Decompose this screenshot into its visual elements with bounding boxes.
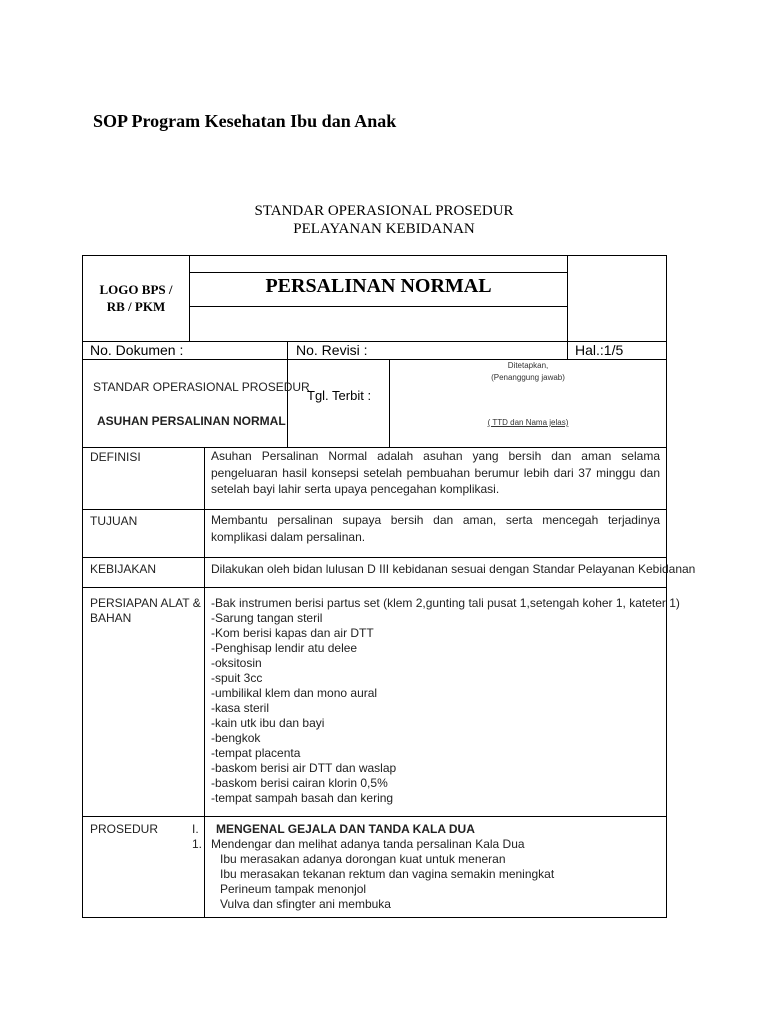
list-item: -baskom berisi cairan klorin 0,5% xyxy=(211,776,388,790)
table-border-left xyxy=(82,255,83,918)
col-divider xyxy=(204,447,205,918)
sop-heading xyxy=(0,202,768,238)
sop-heading-line1: STANDAR OPERASIONAL PROSEDUR xyxy=(254,203,514,219)
persiapan-label xyxy=(90,596,201,626)
sop-label: STANDAR OPERASIONAL PROSEDUR xyxy=(93,380,310,394)
list-item: -kasa steril xyxy=(211,701,270,715)
kebijakan-text: Dilakukan oleh bidan lulusan D III kebidanan sesuai dengan Standar Pelayanan Kebidanan xyxy=(211,562,696,576)
responsible-label: (Penanggung jawab) xyxy=(491,373,565,382)
row-divider xyxy=(82,816,667,817)
doc-no-label: No. Dokumen : xyxy=(90,342,184,358)
step-number: 1. xyxy=(192,837,203,851)
signs-list xyxy=(220,852,554,912)
section-title: MENGENAL GEJALA DAN TANDA KALA DUA xyxy=(216,822,475,836)
logo-line1: LOGO BPS / xyxy=(99,282,173,297)
tujuan-label: TUJUAN xyxy=(90,514,138,528)
list-item: Ibu merasakan tekanan rektum dan vagina semakin meningkat xyxy=(220,867,555,881)
list-item: Ibu merasakan adanya dorongan kuat untuk meneran xyxy=(220,852,506,866)
sop-heading-line2: PELAYANAN KEBIDANAN xyxy=(293,221,475,237)
step-text: Mendengar dan melihat adanya tanda persalinan Kala Dua xyxy=(211,837,525,851)
logo-line2: RB / PKM xyxy=(106,299,166,314)
definisi-text: Asuhan Persalinan Normal adalah asuhan yang bersih dan aman selama pengeluaran hasil konsepsi setelah pembuahan berumur lebih dari 37 minggu dan setelah bayi lahir serta upaya pencegahan komplikasi. xyxy=(211,449,660,496)
list-item: -oksitosin xyxy=(211,656,262,670)
tujuan-text: Membantu persalinan supaya bersih dan aman, serta mencegah terjadinya komplikasi dalam persalinan. xyxy=(211,513,660,544)
definisi-label: DEFINISI xyxy=(90,450,141,464)
kebijakan-label: KEBIJAKAN xyxy=(90,562,157,576)
list-item: -Penghisap lendir atu delee xyxy=(211,641,358,655)
equipment-list xyxy=(211,596,680,806)
established-label: Ditetapkan, xyxy=(507,361,549,370)
section-number: I. xyxy=(192,822,199,836)
table-border-top xyxy=(82,255,667,256)
signature-label: ( TTD dan Nama jelas) xyxy=(487,418,569,427)
table-border-right xyxy=(666,255,667,918)
list-item: -bengkok xyxy=(211,731,261,745)
procedure-title: PERSALINAN NORMAL xyxy=(265,275,492,297)
persiapan-label-line2: BAHAN xyxy=(90,611,132,625)
col-divider xyxy=(567,255,568,360)
col-divider xyxy=(189,255,190,342)
page-label: Hal.:1/5 xyxy=(575,342,624,358)
list-item: Vulva dan sfingter ani membuka xyxy=(220,897,391,911)
list-item: -spuit 3cc xyxy=(211,671,263,685)
list-item: -tempat sampah basah dan kering xyxy=(211,791,394,805)
logo-placeholder xyxy=(83,281,189,315)
revision-label: No. Revisi : xyxy=(296,342,368,358)
header-inner-line xyxy=(189,272,567,273)
list-item: -tempat placenta xyxy=(211,746,301,760)
row-divider xyxy=(82,557,667,558)
list-item: -Kom berisi kapas dan air DTT xyxy=(211,626,374,640)
row-divider xyxy=(82,359,667,360)
sop-name: ASUHAN PERSALINAN NORMAL xyxy=(97,414,286,428)
issue-date-label: Tgl. Terbit : xyxy=(307,388,372,403)
list-item: -Sarung tangan steril xyxy=(211,611,323,625)
header-inner-line xyxy=(189,306,567,307)
list-item: -kain utk ibu dan bayi xyxy=(211,716,325,730)
table-border-bottom xyxy=(82,917,667,918)
prosedur-label: PROSEDUR xyxy=(90,822,159,836)
row-divider xyxy=(82,509,667,510)
list-item: -umbilikal klem dan mono aural xyxy=(211,686,378,700)
list-item: Perineum tampak menonjol xyxy=(220,882,367,896)
row-divider xyxy=(82,587,667,588)
document-title: SOP Program Kesehatan Ibu dan Anak xyxy=(93,111,397,131)
col-divider xyxy=(287,341,288,448)
list-item: -baskom berisi air DTT dan waslap xyxy=(211,761,397,775)
persiapan-label-line1: PERSIAPAN ALAT & xyxy=(90,596,201,610)
list-item: -Bak instrumen berisi partus set (klem 2,gunting tali pusat 1,setengah koher 1, kateter 1) xyxy=(211,596,680,610)
